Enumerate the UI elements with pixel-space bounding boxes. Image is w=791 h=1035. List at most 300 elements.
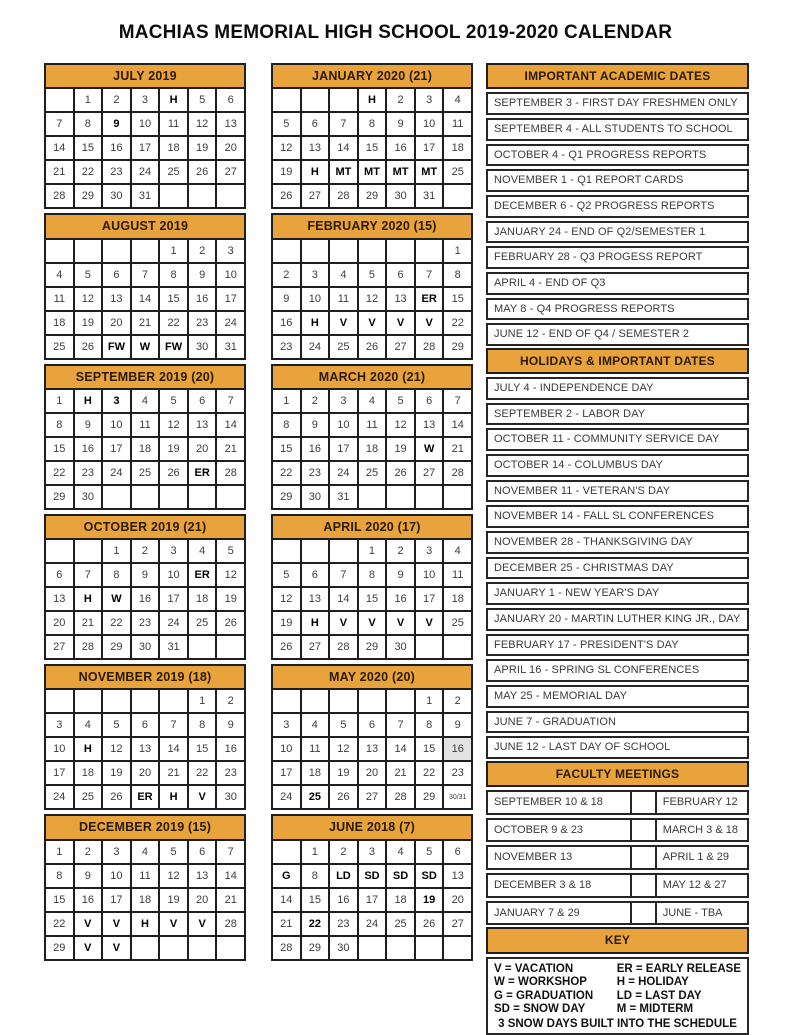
calendar-cell: 25 (330, 336, 357, 358)
calendar-cell: 13 (132, 738, 159, 760)
calendar-cell: 26 (273, 636, 300, 658)
month-grid (44, 238, 246, 360)
calendar-cell: 17 (217, 288, 244, 310)
calendar-cell: 12 (273, 137, 300, 159)
calendar-cell: W (103, 588, 130, 610)
calendar-cell: 15 (359, 137, 386, 159)
faculty-meeting-row (486, 845, 749, 870)
calendar-cell: 24 (132, 161, 159, 183)
calendar-cell: 19 (273, 612, 300, 634)
calendar-cell: 5 (75, 264, 102, 286)
calendar-cell: 30 (387, 636, 414, 658)
month-title: NOVEMBER 2019 (18) (44, 664, 246, 688)
calendar-cell: 14 (444, 414, 471, 436)
calendar-cell: V (416, 312, 443, 334)
calendar-cell: 16 (75, 889, 102, 911)
faculty-meeting-row (486, 790, 749, 815)
calendar-cell: 6 (416, 390, 443, 412)
calendar-cell: 22 (160, 312, 187, 334)
month-title: JANUARY 2020 (21) (271, 63, 473, 87)
calendar-cell: 3 (217, 240, 244, 262)
calendar-cell: V (359, 612, 386, 634)
calendar-cell: 20 (444, 889, 471, 911)
month-title: APRIL 2020 (17) (271, 514, 473, 538)
calendar-cell: 28 (330, 185, 357, 207)
calendar-cell: 1 (46, 390, 73, 412)
calendar-cell: 13 (302, 588, 329, 610)
holiday-date-row: JANUARY 20 - MARTIN LUTHER KING JR., DAY (486, 608, 749, 631)
calendar-cell: 3 (103, 390, 130, 412)
key-entry: G = GRADUATION (494, 989, 594, 1002)
holiday-date-row: NOVEMBER 11 - VETERAN'S DAY (486, 480, 749, 503)
calendar-cell: 30 (132, 636, 159, 658)
calendar-cell (330, 89, 357, 111)
calendar-cell: 28 (273, 937, 300, 959)
calendar-cell: MT (330, 161, 357, 183)
calendar-cell: 20 (189, 889, 216, 911)
calendar-cell (359, 240, 386, 262)
calendar-cell: 10 (273, 738, 300, 760)
calendar-cell: 19 (330, 762, 357, 784)
calendar-cell: 26 (217, 612, 244, 634)
calendar-cell: 15 (359, 588, 386, 610)
month-grid (271, 388, 473, 510)
calendar-cell: 1 (359, 540, 386, 562)
calendar-cell: MT (416, 161, 443, 183)
calendar-cell: 28 (46, 185, 73, 207)
calendar-cell: 26 (330, 786, 357, 808)
calendar-cell (387, 486, 414, 508)
calendar-cell: H (160, 786, 187, 808)
calendar-cell: 8 (75, 113, 102, 135)
calendar-cell: 30 (217, 786, 244, 808)
calendar-cell: 9 (189, 264, 216, 286)
calendar-cell: 10 (416, 564, 443, 586)
calendar-cell: 29 (46, 937, 73, 959)
calendar-cell: V (75, 913, 102, 935)
calendar-cell (330, 690, 357, 712)
calendar-cell: 12 (217, 564, 244, 586)
calendar-cell: 24 (160, 612, 187, 634)
calendar-cell: SD (387, 865, 414, 887)
calendar-cell: 14 (330, 137, 357, 159)
calendar-cell (444, 636, 471, 658)
calendar-cell: 21 (273, 913, 300, 935)
calendar-cell: 9 (302, 414, 329, 436)
calendar-cell: 16 (387, 588, 414, 610)
calendar-cell: 28 (217, 913, 244, 935)
key-entry: LD = LAST DAY (616, 989, 702, 1002)
holiday-date-row: APRIL 16 - SPRING SL CONFERENCES (486, 659, 749, 682)
calendar-cell: 15 (273, 438, 300, 460)
calendar-cell: 17 (416, 588, 443, 610)
calendar-cell: 14 (217, 414, 244, 436)
calendar-cell: 23 (103, 161, 130, 183)
calendar-cell: 17 (273, 762, 300, 784)
calendar-cell: 2 (387, 89, 414, 111)
calendar-cell: 7 (387, 714, 414, 736)
calendar-cell: SD (359, 865, 386, 887)
calendar-cell: V (330, 312, 357, 334)
calendar-cell: 26 (189, 161, 216, 183)
calendar-cell: 15 (302, 889, 329, 911)
calendar-cell: 21 (160, 762, 187, 784)
calendar-cell (75, 240, 102, 262)
calendar-cell: 18 (444, 588, 471, 610)
calendar-cell: 2 (132, 540, 159, 562)
calendar-cell: 16 (132, 588, 159, 610)
calendar-cell: V (160, 913, 187, 935)
holiday-date-row: JULY 4 - INDEPENDENCE DAY (486, 377, 749, 400)
faculty-meeting-gap (632, 792, 655, 813)
calendar-cell: 10 (217, 264, 244, 286)
calendar-cell (217, 636, 244, 658)
calendar-cell: V (103, 913, 130, 935)
calendar-cell: V (330, 612, 357, 634)
section-header-key: KEY (486, 927, 749, 953)
calendar-cell: 26 (273, 185, 300, 207)
calendar-cell: 17 (330, 438, 357, 460)
calendar-cell: 14 (387, 738, 414, 760)
calendar-cell (302, 540, 329, 562)
calendar-cell: 12 (387, 414, 414, 436)
key-column-left (494, 963, 613, 1017)
calendar-cell: 12 (160, 865, 187, 887)
calendar-december-2019-15 (44, 814, 246, 960)
calendar-cell: 5 (189, 89, 216, 111)
calendar-cell: 1 (189, 690, 216, 712)
calendar-cell: 4 (46, 264, 73, 286)
calendar-cell: 26 (359, 336, 386, 358)
calendar-cell (75, 690, 102, 712)
calendar-cell: H (132, 913, 159, 935)
calendar-cell: 29 (75, 185, 102, 207)
calendar-cell: 12 (330, 738, 357, 760)
calendar-cell: 27 (444, 913, 471, 935)
calendar-cell: 22 (103, 612, 130, 634)
calendar-cell: 28 (387, 786, 414, 808)
calendar-cell: 21 (132, 312, 159, 334)
calendar-cell: 24 (273, 786, 300, 808)
calendar-cell: 18 (132, 438, 159, 460)
calendar-cell: 19 (160, 438, 187, 460)
calendar-august-2019 (44, 213, 246, 359)
calendar-cell: 9 (387, 564, 414, 586)
calendar-cell: 20 (217, 137, 244, 159)
calendar-cell: G (273, 865, 300, 887)
key-footnote: 3 SNOW DAYS BUILT INTO THE SCHEDULE (498, 1018, 737, 1031)
calendar-may-2020-20 (271, 664, 473, 810)
calendar-cell: 14 (217, 865, 244, 887)
calendar-cell: 10 (103, 414, 130, 436)
calendar-cell (273, 690, 300, 712)
calendar-cell: 12 (273, 588, 300, 610)
calendar-cell: 16 (330, 889, 357, 911)
calendar-cell: ER (189, 462, 216, 484)
calendar-cell: 23 (189, 312, 216, 334)
calendar-cell (46, 240, 73, 262)
calendar-cell: 18 (75, 762, 102, 784)
calendar-cell: V (103, 937, 130, 959)
month-grid (271, 688, 473, 810)
key-entry: V = VACATION (494, 962, 574, 975)
calendar-cell: 25 (160, 161, 187, 183)
calendar-cell: 30 (302, 486, 329, 508)
calendar-cell (160, 690, 187, 712)
calendar-cell: MT (387, 161, 414, 183)
calendar-cell: 7 (330, 564, 357, 586)
calendar-cell (444, 486, 471, 508)
key-entry: SD = SNOW DAY (494, 1003, 586, 1016)
calendar-cell: FW (160, 336, 187, 358)
calendar-cell: 8 (273, 414, 300, 436)
calendar-cell: 30 (330, 937, 357, 959)
academic-date-row: APRIL 4 - END OF Q3 (486, 272, 749, 295)
calendar-cell: 27 (387, 336, 414, 358)
calendar-cell (302, 690, 329, 712)
academic-date-row: JANUARY 24 - END OF Q2/SEMESTER 1 (486, 221, 749, 244)
calendar-cell (189, 486, 216, 508)
calendar-cell: 4 (387, 841, 414, 863)
calendar-cell (416, 240, 443, 262)
calendar-cell: 2 (217, 690, 244, 712)
section-header-faculty-meetings: FACULTY MEETINGS (486, 761, 749, 787)
holiday-date-row: JANUARY 1 - NEW YEAR'S DAY (486, 582, 749, 605)
calendar-cell: 16 (189, 288, 216, 310)
calendar-cell (416, 486, 443, 508)
calendar-cell: 3 (132, 89, 159, 111)
calendar-cell: 4 (444, 540, 471, 562)
calendar-cell (217, 185, 244, 207)
calendar-cell: 19 (217, 588, 244, 610)
calendar-cell: V (75, 937, 102, 959)
calendar-cell: V (359, 312, 386, 334)
calendar-cell: 15 (416, 738, 443, 760)
calendar-cell (217, 937, 244, 959)
calendar-cell: 18 (132, 889, 159, 911)
calendar-cell: 6 (103, 264, 130, 286)
calendar-cell: 5 (103, 714, 130, 736)
calendar-cell (273, 89, 300, 111)
academic-date-row: DECEMBER 6 - Q2 PROGRESS REPORTS (486, 195, 749, 218)
holiday-date-row: FEBRUARY 17 - PRESIDENT'S DAY (486, 634, 749, 657)
calendar-cell: 6 (359, 714, 386, 736)
calendar-cell: FW (103, 336, 130, 358)
calendar-cell: 11 (160, 113, 187, 135)
calendar-cell: 28 (75, 636, 102, 658)
calendar-cell: 8 (189, 714, 216, 736)
academic-date-row: NOVEMBER 1 - Q1 REPORT CARDS (486, 169, 749, 192)
calendar-cell: ER (416, 288, 443, 310)
calendar-cell (160, 486, 187, 508)
faculty-meeting-gap (632, 903, 655, 924)
calendar-cell: 21 (387, 762, 414, 784)
calendar-cell: H (302, 612, 329, 634)
month-title: DECEMBER 2019 (15) (44, 814, 246, 838)
month-title: MARCH 2020 (21) (271, 364, 473, 388)
calendar-cell: 26 (75, 336, 102, 358)
calendar-cell: 27 (302, 185, 329, 207)
calendar-cell (273, 240, 300, 262)
calendar-april-2020-17 (271, 514, 473, 660)
calendar-cell: 17 (359, 889, 386, 911)
calendar-cell: 19 (160, 889, 187, 911)
faculty-meeting-right: MAY 12 & 27 (657, 875, 747, 896)
calendar-cell: 22 (46, 462, 73, 484)
faculty-meeting-right: MARCH 3 & 18 (657, 820, 747, 841)
section-header-academic-dates: IMPORTANT ACADEMIC DATES (486, 63, 749, 89)
calendar-cell: 13 (359, 738, 386, 760)
calendar-cell: 23 (330, 913, 357, 935)
calendar-cell: 7 (330, 113, 357, 135)
calendar-cell: 29 (103, 636, 130, 658)
calendar-cell: 26 (416, 913, 443, 935)
calendar-cell: 12 (160, 414, 187, 436)
calendar-cell: 15 (160, 288, 187, 310)
calendar-cell: 27 (359, 786, 386, 808)
calendar-cell: 9 (273, 288, 300, 310)
calendar-cell: 23 (444, 762, 471, 784)
calendar-cell: 6 (189, 841, 216, 863)
calendar-cell: 7 (75, 564, 102, 586)
calendar-cell: 24 (46, 786, 73, 808)
month-title: OCTOBER 2019 (21) (44, 514, 246, 538)
calendar-cell: 11 (444, 564, 471, 586)
calendar-cell: 24 (103, 462, 130, 484)
calendar-cell: 28 (217, 462, 244, 484)
calendar-cell: 7 (217, 390, 244, 412)
calendar-cell: 14 (330, 588, 357, 610)
calendar-cell: 13 (416, 414, 443, 436)
calendar-cell: 1 (160, 240, 187, 262)
calendar-cell: 23 (217, 762, 244, 784)
calendar-cell: H (75, 738, 102, 760)
calendar-cell: 10 (46, 738, 73, 760)
calendar-cell: 31 (330, 486, 357, 508)
calendar-november-2019-18 (44, 664, 246, 810)
calendar-cell: 2 (189, 240, 216, 262)
calendar-cell (46, 89, 73, 111)
calendar-cell: 4 (132, 390, 159, 412)
calendar-cell: 11 (132, 414, 159, 436)
calendar-cell: 10 (330, 414, 357, 436)
calendar-cell: 27 (217, 161, 244, 183)
calendar-cell: 3 (160, 540, 187, 562)
calendar-cell: 5 (160, 841, 187, 863)
calendar-cell (103, 486, 130, 508)
calendar-cell: 29 (273, 486, 300, 508)
calendar-cell (46, 690, 73, 712)
calendar-cell: 14 (160, 738, 187, 760)
month-grid (44, 87, 246, 209)
calendar-cell: 8 (46, 865, 73, 887)
calendar-cell: 5 (330, 714, 357, 736)
calendar-cell: 29 (302, 937, 329, 959)
calendar-cell: 28 (416, 336, 443, 358)
calendar-cell: 5 (273, 113, 300, 135)
calendar-cell (359, 937, 386, 959)
calendar-cell: 7 (217, 841, 244, 863)
calendar-cell: 21 (217, 889, 244, 911)
calendar-cell (160, 185, 187, 207)
calendar-cell (330, 240, 357, 262)
holiday-date-row: NOVEMBER 14 - FALL SL CONFERENCES (486, 505, 749, 528)
calendar-cell: 3 (416, 540, 443, 562)
faculty-meeting-left: NOVEMBER 13 (488, 847, 630, 868)
calendar-cell: 1 (416, 690, 443, 712)
calendar-cell: 5 (160, 390, 187, 412)
calendar-cell: 4 (359, 390, 386, 412)
calendar-cell: V (416, 612, 443, 634)
calendar-cell: 29 (444, 336, 471, 358)
calendar-cell: 1 (444, 240, 471, 262)
calendar-cell: 8 (359, 564, 386, 586)
calendar-cell: 9 (217, 714, 244, 736)
calendar-cell: 7 (46, 113, 73, 135)
calendar-cell: 4 (302, 714, 329, 736)
calendar-cell: 17 (103, 889, 130, 911)
calendar-cell: 16 (273, 312, 300, 334)
faculty-meeting-row (486, 873, 749, 898)
calendar-cell: 24 (217, 312, 244, 334)
calendar-cell (330, 540, 357, 562)
calendar-cell: 8 (46, 414, 73, 436)
calendar-cell: 3 (416, 89, 443, 111)
calendar-cell: 13 (46, 588, 73, 610)
calendar-cell: 31 (132, 185, 159, 207)
calendar-cell: H (75, 390, 102, 412)
calendar-cell: 25 (46, 336, 73, 358)
month-grid (44, 388, 246, 510)
calendar-cell (359, 690, 386, 712)
calendar-cell: 30 (189, 336, 216, 358)
calendar-cell: 3 (302, 264, 329, 286)
calendar-cell: 25 (189, 612, 216, 634)
calendar-cell: 7 (132, 264, 159, 286)
faculty-meetings-table (486, 790, 749, 925)
calendar-cell: 15 (189, 738, 216, 760)
calendar-cell: 23 (273, 336, 300, 358)
key-entry: M = MIDTERM (616, 1003, 694, 1016)
calendar-cell: 17 (160, 588, 187, 610)
calendar-cell: 18 (444, 137, 471, 159)
calendar-cell: 2 (444, 690, 471, 712)
calendar-june-2018-7 (271, 814, 473, 960)
calendar-cell (359, 486, 386, 508)
calendar-cell: 30 (75, 486, 102, 508)
calendar-october-2019-21 (44, 514, 246, 660)
calendar-cell: 1 (302, 841, 329, 863)
holidays-list (486, 377, 749, 759)
calendar-cell (273, 841, 300, 863)
calendar-cell: 2 (75, 841, 102, 863)
calendar-cell: 12 (103, 738, 130, 760)
academic-date-row: MAY 8 - Q4 PROGRESS REPORTS (486, 298, 749, 321)
calendar-cell (416, 636, 443, 658)
calendar-cell: 10 (302, 288, 329, 310)
calendar-cell: 19 (416, 889, 443, 911)
calendar-cell (132, 937, 159, 959)
calendar-cell: 18 (46, 312, 73, 334)
calendar-cell: 13 (302, 137, 329, 159)
month-grid (271, 839, 473, 961)
calendar-cell: V (387, 312, 414, 334)
calendar-cell: 16 (387, 137, 414, 159)
calendar-cell (302, 89, 329, 111)
calendar-cell: W (132, 336, 159, 358)
calendar-cell (46, 540, 73, 562)
calendar-cell (132, 690, 159, 712)
